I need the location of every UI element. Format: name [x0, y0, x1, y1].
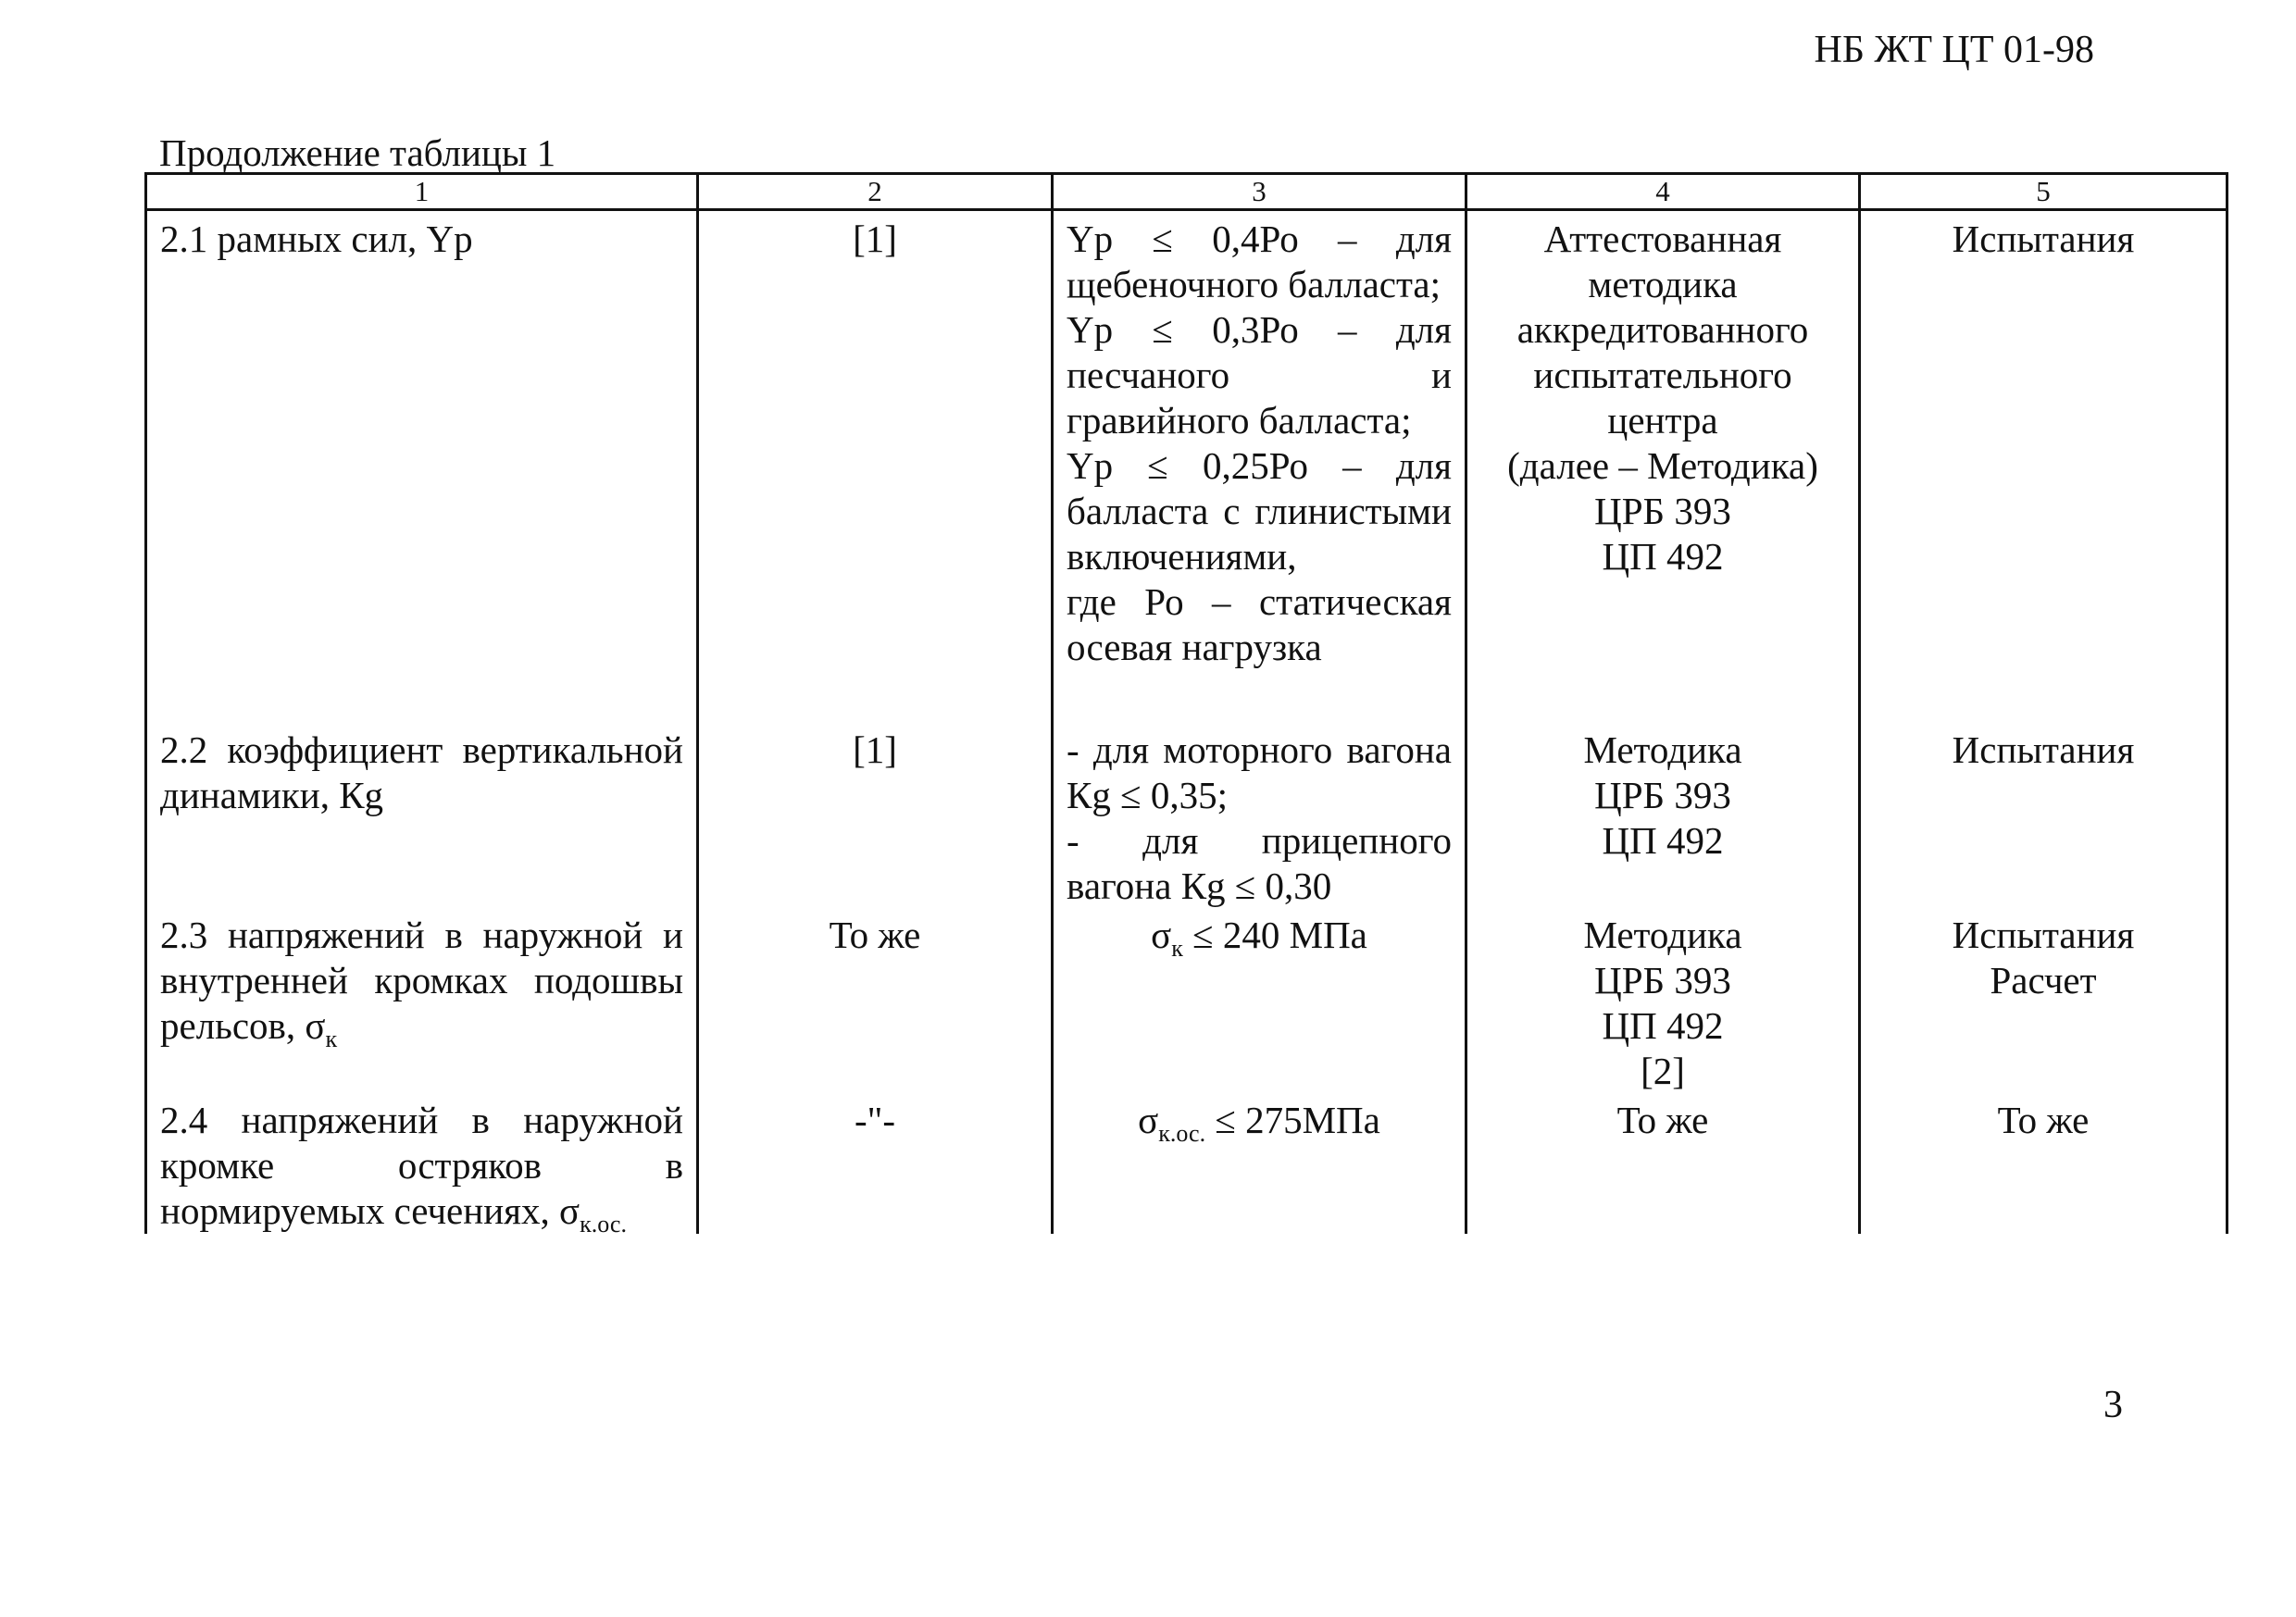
- norm-cell: [1053, 210, 1466, 728]
- column-header-4: 4: [1466, 174, 1860, 210]
- control-type-cell: [1860, 913, 2227, 1098]
- control-type-line: Испытания: [1952, 914, 2135, 956]
- parameter-cell: [146, 1098, 698, 1238]
- control-type-line: То же: [1997, 1099, 2090, 1141]
- norm-value: ≤ 240 МПа: [1182, 914, 1367, 956]
- sigma-subscript: к: [325, 1026, 338, 1053]
- method-line: ЦП 492: [1602, 819, 1724, 862]
- parameter-text: 2.4 напряжений в наружной кромке остряков в нормируемых сечениях,: [160, 1099, 683, 1232]
- norm-line: Yр ≤ 0,3Ро – для песчаного и гравийного балласта;: [1067, 308, 1452, 442]
- method-cell: [1466, 913, 1860, 1098]
- norm-cell: [1053, 913, 1466, 1098]
- method-line: ЦРБ 393: [1594, 959, 1731, 1001]
- norm-line: Yр ≤ 0,25Ро – для балласта с глинистыми включениями,: [1067, 444, 1452, 578]
- norm-line: Yр ≤ 0,4Ро – для щебеночного балласта;: [1067, 218, 1452, 305]
- table-row: [146, 210, 2227, 728]
- sigma-symbol: σ: [1151, 914, 1172, 956]
- control-type-line: Испытания: [1952, 218, 2135, 260]
- control-type-cell: [1860, 1098, 2227, 1234]
- control-type-line: Испытания: [1952, 728, 2135, 771]
- sigma-symbol: σ: [305, 1004, 326, 1047]
- control-type-line: Расчет: [1990, 959, 2097, 1001]
- parameter-cell: 2.2 коэффициент вертикальной динамики, Кg: [146, 728, 698, 913]
- method-line: ЦРБ 393: [1594, 774, 1731, 816]
- method-line: ЦП 492: [1602, 1004, 1724, 1047]
- parameter-cell: [146, 913, 698, 1098]
- reference-cell: [1]: [698, 210, 1053, 728]
- reference-cell: -"-: [698, 1098, 1053, 1234]
- sigma-subscript: к.ос.: [580, 1211, 627, 1238]
- norm-value: ≤ 275МПа: [1205, 1099, 1380, 1141]
- control-type-cell: [1860, 210, 2227, 728]
- method-line: ЦП 492: [1602, 535, 1724, 578]
- method-cell: [1466, 210, 1860, 728]
- parameter-text: 2.3 напряжений в наружной и внутренней кромках подошвы рельсов,: [160, 914, 683, 1047]
- norm-line: где Ро – статическая осевая нагрузка: [1067, 580, 1452, 668]
- method-line: То же: [1616, 1099, 1709, 1141]
- norm-cell: [1053, 1098, 1466, 1234]
- reference-cell: То же: [698, 913, 1053, 1098]
- table-row: [146, 728, 2227, 913]
- method-line: аккредитованного: [1516, 308, 1809, 351]
- norm-line: - для моторного вагона Кg ≤ 0,35;: [1067, 728, 1452, 816]
- method-cell: [1466, 728, 1860, 913]
- column-header-5: 5: [1860, 174, 2227, 210]
- norm-cell: [1053, 728, 1466, 913]
- method-line: центра: [1607, 399, 1718, 442]
- sigma-subscript: к: [1171, 935, 1183, 963]
- sigma-symbol: σ: [1138, 1099, 1159, 1141]
- method-line: (далее – Методика): [1507, 444, 1818, 487]
- table-caption: Продолжение таблицы 1: [159, 131, 556, 174]
- method-line: Методика: [1583, 728, 1742, 771]
- method-line: Методика: [1583, 914, 1742, 956]
- control-type-cell: [1860, 728, 2227, 913]
- method-line: ЦРБ 393: [1594, 490, 1731, 532]
- column-number-row: [146, 174, 2227, 210]
- column-header-3: 3: [1053, 174, 1466, 210]
- sigma-subscript: к.ос.: [1158, 1120, 1206, 1148]
- column-header-1: 1: [146, 174, 698, 210]
- reference-cell: [1]: [698, 728, 1053, 913]
- method-line: испытательного: [1533, 354, 1792, 396]
- method-cell: [1466, 1098, 1860, 1234]
- table-row: [146, 913, 2227, 1098]
- page-number: 3: [2103, 1384, 2123, 1426]
- norm-line: - для прицепного вагона Кg ≤ 0,30: [1067, 819, 1452, 907]
- requirements-table: [144, 172, 2228, 1238]
- column-header-2: 2: [698, 174, 1053, 210]
- parameter-cell: 2.1 рамных сил, Yр: [146, 210, 698, 728]
- document-code: НБ ЖТ ЦТ 01-98: [1814, 29, 2094, 71]
- method-line: [2]: [1641, 1050, 1685, 1092]
- table-row: [146, 1098, 2227, 1234]
- method-line: методика: [1588, 263, 1738, 305]
- sigma-symbol: σ: [559, 1189, 580, 1232]
- method-line: Аттестованная: [1543, 218, 1782, 260]
